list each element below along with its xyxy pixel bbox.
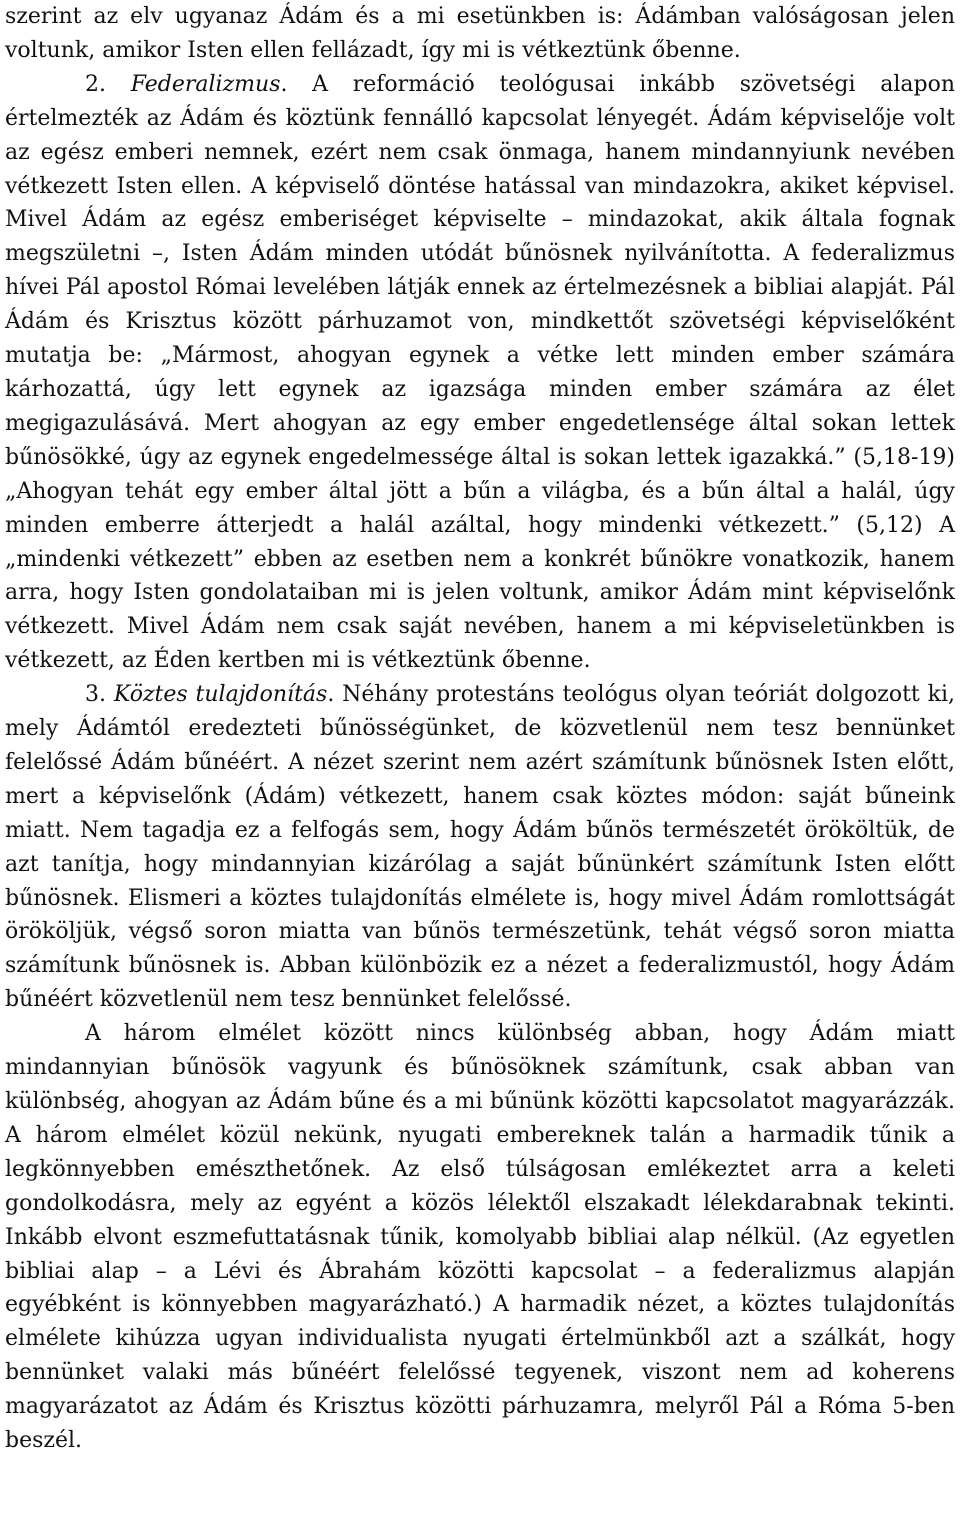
- paragraph-federalism: [5, 68, 955, 678]
- paragraph-conclusion-text: A három elmélet között nincs különbség abban, hogy Ádám miatt mindannyian bűnösök vagyunk és bűnösöknek számítunk, csak abban van különbség, ahogyan az Ádám bűne és a mi bűnünk közötti kapcsolatot magyarázzák. A három elmélet közül nekünk, nyugati embereknek talán a harmadik tűnik a legkönnyebben emészthetőnek. Az első túlságosan emlékeztet arra a keleti gondolkodásra, mely az egyént a közös lélektől elszakadt lélekdarabnak tekinti. Inkább elvont eszmefuttatásnak tűnik, komolyabb bibliai alap nélkül. (Az egyetlen bibliai alap – a Lévi és Ábrahám közötti kapcsolat – a federalizmus alapján egyébként is könnyebben magyarázható.) A harmadik nézet, a köztes tulajdonítás elmélete kihúzza ugyan individualista nyugati értelmünkből azt a szálkát, hogy bennünket valaki más bűnéért felelőssé tegyenek, viszont nem ad koherens magyarázatot az Ádám és Krisztus közötti párhuzamra, melyről Pál a Róma 5-ben beszél.: [5, 1021, 955, 1454]
- paragraph-intro-text: szerint az elv ugyanaz Ádám és a mi esetünkben is: Ádámban valóságosan jelen voltunk, amikor Isten ellen fellázadt, így mi is vétkeztünk őbenne.: [5, 4, 955, 63]
- section-number: 3.: [85, 682, 106, 708]
- paragraph-federalism-text: . A reformáció teológusai inkább szövetségi alapon értelmezték az Ádám és köztünk fennálló kapcsolat lényegét. Ádám képviselője volt az egész emberi nemnek, ezért nem csak önmaga, hanem mindannyiunk nevében vétkezett Isten ellen. A képviselő döntése hatással van mindazokra, akiket képvisel. Mivel Ádám az egész emberiséget képviselte – mindazokat, akik általa fognak megszületni –, Isten Ádám minden utódát bűnösnek nyilvánította. A federalizmus hívei Pál apostol Római levelében látják ennek az értelmezésnek a bibliai alapját. Pál Ádám és Krisztus között párhuzamot von, mindkettőt szövetségi képviselőként mutatja be: „Mármost, ahogyan egynek a vétke lett minden ember számára kárhozattá, úgy lett egynek az igazsága minden ember számára az élet megigazulásává. Mert ahogyan az egy ember engedetlensége által sokan lettek bűnösökké, úgy az egynek engedelmessége által is sokan lettek igazakká.” (5,18-19) „Ahogyan tehát egy ember által jött a bűn a világba, és a bűn által a halál, úgy minden emberre átterjedt a halál azáltal, hogy mindenki vétkezett.” (5,12) A „mindenki vétkezett” ebben az esetben nem a konkrét bűnökre vonatkozik, hanem arra, hogy Isten gondolataiban mi is jelen voltunk, amikor Ádám mint képviselőnk vétkezett. Mivel Ádám nem csak saját nevében, hanem a mi képviseletünkben is vétkezett, az Éden kertben mi is vétkeztünk őbenne.: [5, 71, 955, 674]
- section-number: 2.: [85, 71, 106, 97]
- paragraph-intro: [5, 0, 955, 68]
- section-term: Federalizmus: [130, 71, 281, 97]
- paragraph-mediate-imputation-text: . Néhány protestáns teológus olyan teóriát dolgozott ki, mely Ádámtól eredezteti bűnösségünket, de közvetlenül nem tesz bennünket felelőssé Ádám bűnéért. A nézet szerint nem azért számítunk bűnösnek Isten előtt, mert a képviselőnk (Ádám) vétkezett, hanem csak köztes módon: saját bűneink miatt. Nem tagadja ez a felfogás sem, hogy Ádám bűnös természetét örököltük, de azt tanítja, hogy mindannyian kizárólag a saját bűnünkért számítunk Isten előtt bűnösnek. Elismeri a köztes tulajdonítás elmélete is, hogy mivel Ádám romlottságát örököljük, végső soron miatta van bűnös természetünk, tehát végső soron miatta számítunk bűnösnek is. Abban különbözik ez a nézet a federalizmustól, hogy Ádám bűnéért közvetlenül nem tesz bennünket felelőssé.: [5, 682, 955, 1013]
- section-term: Köztes tulajdonítás: [113, 682, 328, 708]
- paragraph-conclusion: [5, 1017, 955, 1458]
- paragraph-mediate-imputation: [5, 678, 955, 1017]
